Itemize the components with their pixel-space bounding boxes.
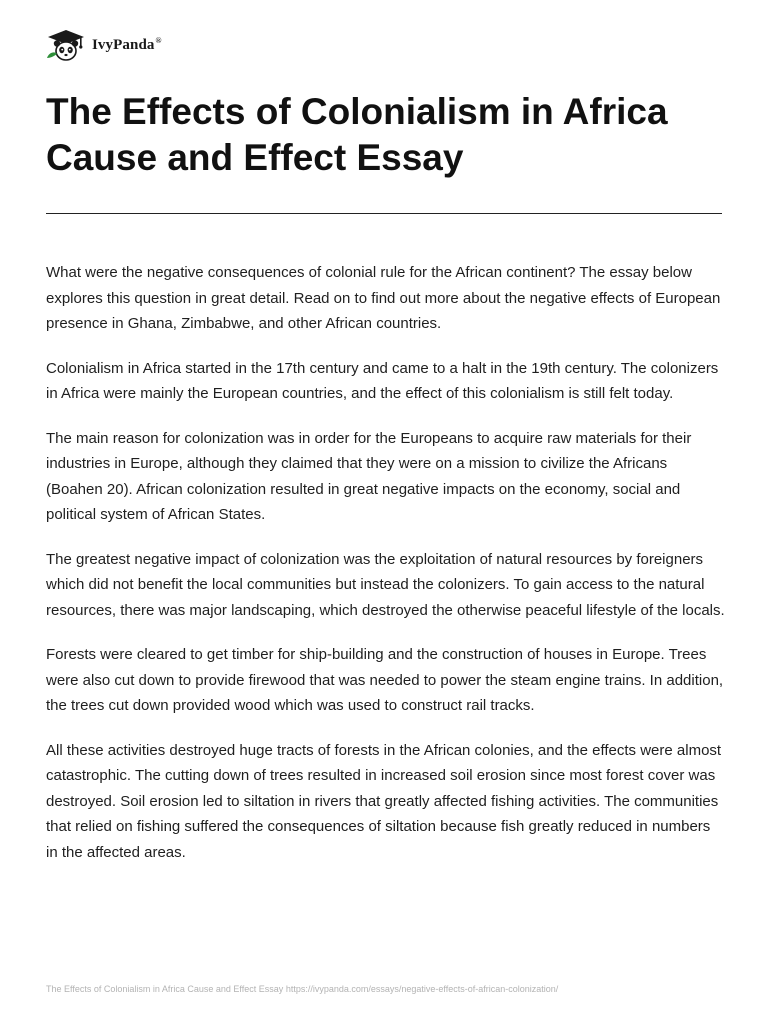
title-divider <box>46 213 722 214</box>
essay-body <box>46 260 726 884</box>
trademark-symbol: ® <box>155 36 162 45</box>
footer-title: The Effects of Colonialism in Africa Cause and Effect Essay <box>46 984 284 994</box>
footer-link[interactable]: https://ivypanda.com/essays/negative-effects-of-african-colonization/ <box>285 984 559 994</box>
essay-paragraph: The main reason for colonization was in order for the Europeans to acquire raw materials for their industries in Europe, although they claimed that they were on a mission to civilize the Africans (Boahen 20). African colonization resulted in great negative impacts on the economy, social and political system of African States. <box>46 429 692 523</box>
essay-paragraph: Colonialism in Africa started in the 17th century and came to a halt in the 19th century. The colonizers in Africa were mainly the European countries, and the effect of this colonialism is still felt today. <box>46 359 719 402</box>
essay-paragraph: What were the negative consequences of colonial rule for the African continent? The essay below explores this question in great detail. Read on to find out more about the negative effects of European presence in Ghana, Zimbabwe, and other African countries. <box>46 264 721 332</box>
essay-paragraph: The greatest negative impact of colonization was the exploitation of natural resources by foreigners which did not benefit the local communities but instead the colonizers. To gain access to the natural resources, there was major landscaping, which destroyed the otherwise peaceful lifestyle of the locals. <box>46 550 725 619</box>
brand-name: IvyPanda® <box>92 36 162 53</box>
page-title: The Effects of Colonialism in Africa Cause and Effect Essay <box>46 91 668 178</box>
essay-paragraph: All these activities destroyed huge tracts of forests in the African colonies, and the effects were almost catastrophic. The cutting down of trees resulted in increased soil erosion since most forest cover was destroyed. Soil erosion led to siltation in rivers that greatly affected fishing activities. The communities that relied on fishing suffered the consequences of siltation because fish greatly reduced in numbers in the affected areas. <box>46 741 722 861</box>
essay-paragraph: Forests were cleared to get timber for ship-building and the construction of houses in Europe. Trees were also cut down to provide firewood that was needed to power the steam engine trains. In addition, the trees cut down provided wood which was used to construct rail tracks. <box>46 646 724 714</box>
page-footer <box>46 984 726 994</box>
brand-header[interactable] <box>46 28 162 62</box>
graduation-panda-icon <box>46 28 86 62</box>
